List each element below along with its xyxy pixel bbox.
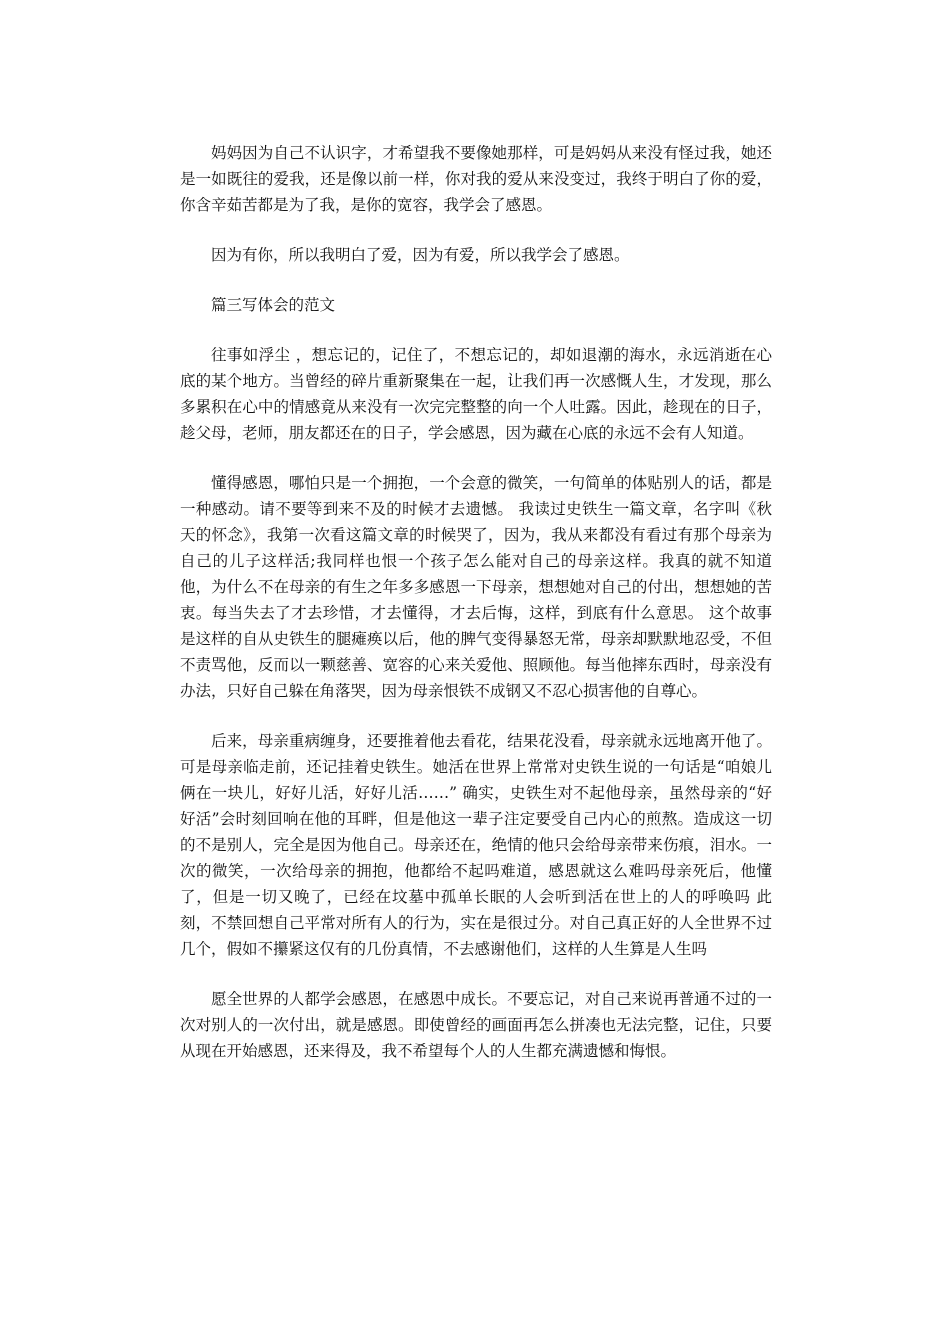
document-page <box>180 140 772 1088</box>
paragraph-past-dust: 往事如浮尘 ，想忘记的，记住了，不想忘记的，却如退潮的海水，永远消逝在心底的某个地方。当曾经的碎片重新聚集在一起，让我们再一次感慨人生，才发现，那么多累积在心中的情感竟从来没有一次完完整整的向一个人吐露。因此，趁现在的日子，趁父母，老师，朋友都还在的日子，学会感恩，因为藏在心底的永远不会有人知道。 <box>180 346 772 442</box>
paragraph-understand-gratitude: 懂得感恩，哪怕只是一个拥抱，一个会意的微笑，一句简单的体贴别人的话，都是一种感动。请不要等到来不及的时候才去遗憾。 我读过史铁生一篇文章，名字叫《秋天的怀念》，我第一次看这篇文章的时候哭了，因为，我从来都没有看过有那个母亲为自己的儿子这样活;我同样也恨一个孩子怎么能对自己的母亲这样。我真的就不知道他，为什么不在母亲的有生之年多多感恩一下母亲，想想她对自己的付出，想想她的苦衷。每当失去了才去珍惜，才去懂得，才去后悔，这样，到底有什么意思。 这个故事是这样的自从史铁生的腿瘫痪以后，他的脾气变得暴怒无常，母亲却默默地忍受，不但不责骂他，反而以一颗慈善、宽容的心来关爱他、照顾他。每当他摔东西时，母亲没有办法，只好自己躲在角落哭，因为母亲恨铁不成钢又不忍心损害他的自尊心。 <box>180 474 772 700</box>
paragraph-mother-love: 妈妈因为自己不认识字，才希望我不要像她那样，可是妈妈从来没有怪过我，她还是一如既往的爱我，还是像以前一样，你对我的爱从来没变过，我终于明白了你的爱，你含辛茹苦都是为了我，是你的宽容，我学会了感恩。 <box>180 144 772 214</box>
section-heading: 篇三写体会的范文 <box>211 296 336 314</box>
paragraph-later-mother-ill: 后来，母亲重病缠身，还要推着他去看花，结果花没看，母亲就永远地离开他了。可是母亲临走前，还记挂着史铁生。她活在世界上常常对史铁生说的一句话是“咱娘儿俩在一块儿，好好儿活，好好儿活……” 确实，史铁生对不起他母亲，虽然母亲的“好好活”会时刻回响在他的耳畔，但是他这一辈子注定要受自己内心的煎熬。造成这一切的不是别人，完全是因为他自己。母亲还在，绝情的他只会给母亲带来伤痕，泪水。一次的微笑，一次给母亲的拥抱，他都给不起吗难道，感恩就这么难吗母亲死后，他懂了，但是一切又晚了，已经在坟墓中孤单长眠的人会听到活在世上的人的呼唤吗 此刻，不禁回想自己平常对所有人的行为，实在是很过分。对自己真正好的人全世界不过几个，假如不攥紧这仅有的几份真情，不去感谢他们，这样的人生算是人生吗 <box>180 732 772 958</box>
paragraph-closing-wish: 愿全世界的人都学会感恩，在感恩中成长。不要忘记，对自己来说再普通不过的一次对别人的一次付出，就是感恩。即使曾经的画面再怎么拼凑也无法完整，记住，只要从现在开始感恩，还来得及，我不希望每个人的人生都充满遗憾和悔恨。 <box>180 990 772 1060</box>
paragraph-because-of-you: 因为有你，所以我明白了爱，因为有爱，所以我学会了感恩。 <box>211 246 630 264</box>
